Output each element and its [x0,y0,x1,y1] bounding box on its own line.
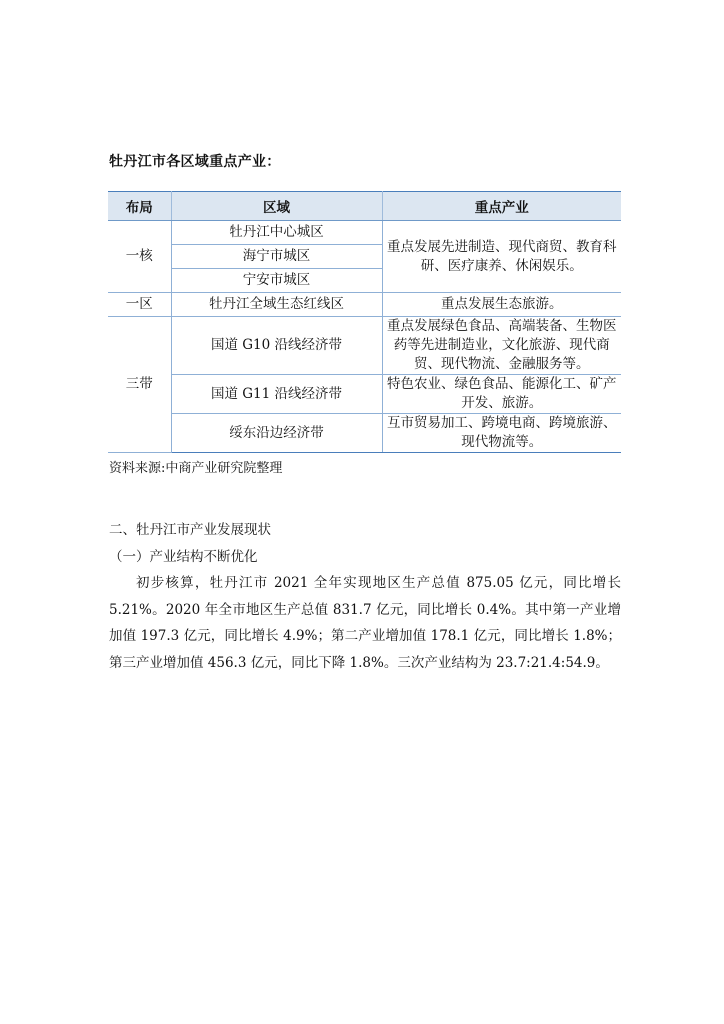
table-row [108,414,621,453]
area-cell: 国道 G11 沿线经济带 [171,375,382,414]
layout-belts: 三带 [108,317,171,453]
subsection-heading: （一）产业结构不断优化 [109,549,258,565]
industry-cell: 重点发展绿色食品、高端装备、生物医药等先进制造业，文化旅游、现代商贸、现代物流、金融服务等。 [382,317,621,375]
industry-cell: 重点发展先进制造、现代商贸、教育科研、医疗康养、休闲娱乐。 [382,221,621,293]
region-industry-table [108,191,621,453]
area-cell: 国道 G10 沿线经济带 [171,317,382,375]
section-heading: 二、牡丹江市产业发展现状 [109,522,271,538]
table-row [108,293,621,317]
table-row [108,317,621,375]
header-area: 区域 [171,192,382,221]
industry-cell: 重点发展生态旅游。 [382,293,621,317]
layout-zone: 一区 [108,293,171,317]
table-row [108,375,621,414]
header-industry: 重点产业 [382,192,621,221]
table-row [108,221,621,245]
area-cell: 宁安市城区 [171,269,382,293]
industry-cell: 特色农业、绿色食品、能源化工、矿产开发、旅游。 [382,375,621,414]
area-cell: 牡丹江全域生态红线区 [171,293,382,317]
layout-core: 一核 [108,221,171,293]
body-paragraph: 初步核算，牡丹江市 2021 全年实现地区生产总值 875.05 亿元，同比增长 5.21%。2020 年全市地区生产总值 831.7 亿元，同比增长 0.4%。其中第一产业增加值 197.3 亿元，同比增长 4.9%；第二产业增加值 178.1 亿元，同比增长 1.8%；第三产业增加值 456.3 亿元，同比下降 1.8%。三次产业结构为 23.7:21.4:54.9。 [109,575,621,671]
table-header-row [108,192,621,221]
source-note: 资料来源:中商产业研究院整理 [109,461,283,476]
area-cell: 牡丹江中心城区 [171,221,382,245]
area-cell: 海宁市城区 [171,245,382,269]
area-cell: 绥东沿边经济带 [171,414,382,453]
table-title: 牡丹江市各区域重点产业： [109,154,281,170]
header-layout: 布局 [108,192,171,221]
industry-cell: 互市贸易加工、跨境电商、跨境旅游、现代物流等。 [382,414,621,453]
